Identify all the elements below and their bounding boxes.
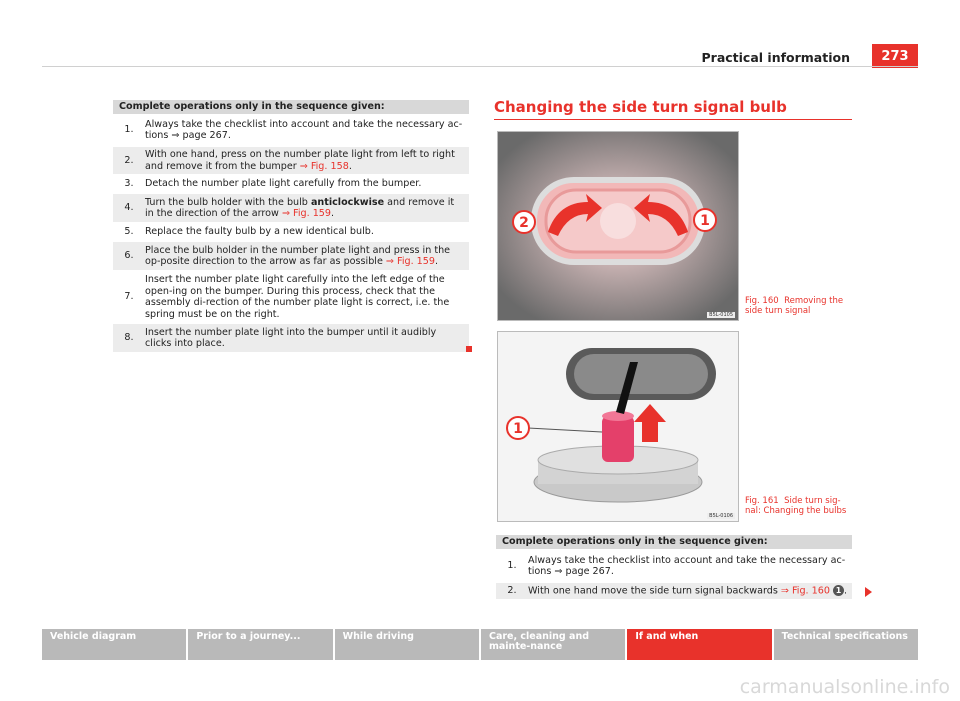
figure-code: B5L-0105 — [709, 312, 733, 318]
step-text: Replace the faulty bulb by a new identical bulb. — [145, 226, 374, 238]
step-number: 1. — [124, 124, 134, 136]
bulb-change-illustration — [498, 332, 738, 521]
figure-link[interactable]: ⇒ Fig. 160 — [780, 585, 830, 597]
step-number: 6. — [124, 250, 134, 262]
table-heading: Complete operations only in the sequence given: — [113, 100, 469, 114]
figure-161-image — [497, 331, 739, 522]
section-end-marker — [466, 346, 472, 352]
svg-text:2: 2 — [519, 215, 529, 231]
page-header-title: Practical information — [701, 50, 850, 65]
step-text: Always take the checklist into account and take the necessary ac-tions ⇒ page 267. — [528, 554, 846, 577]
callout-number: 1 — [833, 585, 844, 596]
step-text: Detach the number plate light carefully from the bumper. — [145, 178, 422, 190]
figure-code: B5L-0106 — [709, 513, 733, 519]
table-row — [496, 549, 852, 583]
table-row — [113, 223, 469, 242]
step-number: 4. — [124, 202, 134, 214]
section-title: Changing the side turn signal bulb — [494, 98, 787, 116]
chapter-navigation — [42, 629, 918, 660]
tab-vehicle-diagram[interactable]: Vehicle diagram — [42, 629, 186, 660]
svg-text:1: 1 — [513, 421, 523, 437]
table-heading: Complete operations only in the sequence given: — [496, 535, 852, 549]
table-row — [496, 583, 852, 599]
table-row — [113, 147, 469, 175]
step-number: 2. — [507, 585, 517, 597]
svg-text:1: 1 — [700, 213, 710, 229]
step-number: 7. — [124, 291, 134, 303]
header-rule — [42, 66, 918, 67]
tab-technical-specifications[interactable]: Technical specifications — [774, 629, 918, 660]
tab-care-cleaning[interactable]: Care, cleaning and mainte-nance — [481, 629, 625, 660]
table-row — [113, 175, 469, 194]
step-number: 8. — [124, 332, 134, 344]
tab-while-driving[interactable]: While driving — [335, 629, 479, 660]
tab-prior-to-journey[interactable]: Prior to a journey... — [188, 629, 332, 660]
table-row — [113, 271, 469, 324]
step-number: 1. — [507, 560, 517, 572]
step-text: Turn the bulb holder with the bulb anticlockwise and remove it in the direction of the arrow ⇒ Fig. 159. — [145, 196, 455, 219]
watermark: carmanualsonline.info — [739, 676, 950, 698]
step-text: Insert the number plate light carefully into the left edge of the open-ing on the bumper. During this process, check that the assembly di-rection of the number plate light is correct, i.e. the spring must be on the right. — [145, 274, 450, 320]
step-text: Insert the number plate light into the bumper until it audibly clicks into place. — [145, 326, 437, 349]
figure-160-caption: Fig. 160 Removing the side turn signal — [745, 296, 844, 316]
table-row — [113, 114, 469, 147]
figure-link[interactable]: ⇒ Fig. 159 — [385, 256, 435, 267]
step-text: Always take the checklist into account and take the necessary ac-tions ⇒ page 267. — [145, 118, 463, 141]
tab-if-and-when[interactable]: If and when — [627, 629, 771, 660]
figure-161-caption: Fig. 161 Side turn sig-nal: Changing the bulbs — [745, 496, 847, 516]
step-number: 2. — [124, 154, 134, 166]
section-rule — [494, 119, 852, 120]
continue-arrow-icon — [865, 587, 872, 597]
page-number: 273 — [872, 44, 918, 68]
table-row — [113, 194, 469, 223]
figure-link[interactable]: ⇒ Fig. 158 — [299, 160, 349, 172]
step-text: With one hand move the side turn signal backwards ⇒ Fig. 160 1 . — [528, 585, 848, 597]
table-row — [113, 324, 469, 353]
figure-link[interactable]: ⇒ Fig. 159 — [281, 208, 332, 219]
step-text: With one hand, press on the number plate light from left to right and remove it from the bumper ⇒ Fig. 158. — [145, 149, 455, 172]
step-text: Place the bulb holder in the number plate light and press in the op-posite direction to the arrow as far as possible ⇒ Fig. 159. — [145, 244, 451, 267]
table-row — [113, 242, 469, 271]
step-number: 3. — [124, 178, 134, 190]
step-number: 5. — [124, 226, 134, 238]
figure-160-image — [497, 131, 739, 321]
right-operations-table — [496, 535, 852, 599]
left-operations-table — [113, 100, 469, 353]
side-turn-signal-illustration — [498, 132, 738, 320]
